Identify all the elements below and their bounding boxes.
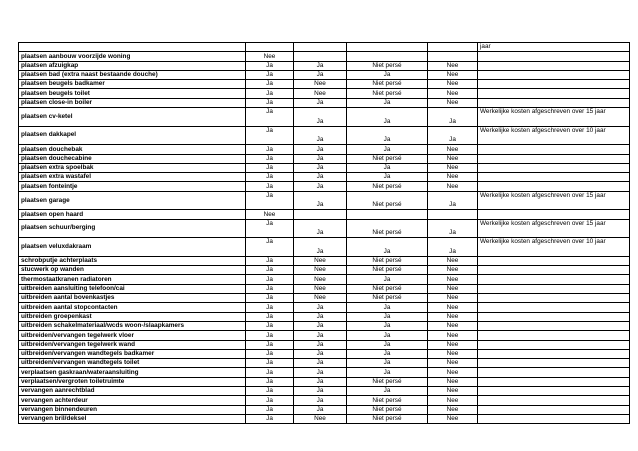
cell-col-1: Ja bbox=[246, 331, 294, 340]
cell-note bbox=[478, 405, 630, 414]
cell-col-4: Ja bbox=[428, 219, 478, 238]
cell-col-2: Ja bbox=[294, 108, 347, 127]
cell-col-3: Ja bbox=[347, 145, 428, 154]
cell-note bbox=[478, 312, 630, 321]
cell-col-1: Ja bbox=[246, 368, 294, 377]
cell-col-1: Ja bbox=[246, 414, 294, 423]
table-row bbox=[19, 386, 630, 395]
table-row bbox=[19, 126, 630, 145]
cell-note: Werkelijke kosten afgeschreven over 10 jaar bbox=[478, 238, 630, 257]
cell-col-3: Ja bbox=[347, 238, 428, 257]
cell-note bbox=[478, 145, 630, 154]
cell-col-2: Ja bbox=[294, 396, 347, 405]
table-row bbox=[19, 145, 630, 154]
cell-col-2: Ja bbox=[294, 321, 347, 330]
cell-col-4 bbox=[428, 52, 478, 61]
row-label: uitbreiden schakelmateriaal/wcds woon-/slaapkamers bbox=[19, 321, 246, 330]
table-row bbox=[19, 414, 630, 423]
cell-col-3: Ja bbox=[347, 275, 428, 284]
cell-col-3: Ja bbox=[347, 108, 428, 127]
cell-col-1: Nee bbox=[246, 210, 294, 219]
table-row bbox=[19, 303, 630, 312]
cell-col-4: Nee bbox=[428, 266, 478, 275]
cell-col-4: Ja bbox=[428, 126, 478, 145]
header-cell bbox=[294, 43, 347, 52]
cell-col-2: Nee bbox=[294, 275, 347, 284]
cell-col-2: Nee bbox=[294, 414, 347, 423]
cell-note bbox=[478, 275, 630, 284]
row-label: plaatsen veluxdakraam bbox=[19, 238, 246, 257]
cell-col-3: Niet persé bbox=[347, 89, 428, 98]
cell-note bbox=[478, 377, 630, 386]
cell-col-1: Ja bbox=[246, 377, 294, 386]
row-label: uitbreiden aantal stopcontacten bbox=[19, 303, 246, 312]
cell-col-4: Nee bbox=[428, 349, 478, 358]
cell-col-3: Ja bbox=[347, 312, 428, 321]
row-label: plaatsen douchecabine bbox=[19, 154, 246, 163]
table-row bbox=[19, 108, 630, 127]
cell-col-3: Niet persé bbox=[347, 61, 428, 70]
cell-col-1: Ja bbox=[246, 191, 294, 210]
row-label: vervangen achterdeur bbox=[19, 396, 246, 405]
table-row bbox=[19, 359, 630, 368]
cell-note bbox=[478, 173, 630, 182]
cell-col-3: Niet persé bbox=[347, 219, 428, 238]
table-row bbox=[19, 238, 630, 257]
cell-col-2: Ja bbox=[294, 386, 347, 395]
cell-col-3: Ja bbox=[347, 359, 428, 368]
cell-col-4: Nee bbox=[428, 321, 478, 330]
cell-col-2: Ja bbox=[294, 126, 347, 145]
cell-col-4: Nee bbox=[428, 173, 478, 182]
cell-note bbox=[478, 210, 630, 219]
cell-col-3: Niet persé bbox=[347, 396, 428, 405]
cell-note bbox=[478, 80, 630, 89]
table-row bbox=[19, 256, 630, 265]
cell-col-1: Ja bbox=[246, 145, 294, 154]
cell-col-4: Nee bbox=[428, 294, 478, 303]
row-label: uitbreiden aantal bovenkastjes bbox=[19, 294, 246, 303]
table-row bbox=[19, 52, 630, 61]
cell-col-1: Ja bbox=[246, 61, 294, 70]
cell-col-4: Nee bbox=[428, 163, 478, 172]
cell-col-3: Niet persé bbox=[347, 80, 428, 89]
cell-col-4: Nee bbox=[428, 70, 478, 79]
header-cell bbox=[428, 43, 478, 52]
cell-col-1: Ja bbox=[246, 340, 294, 349]
cell-col-1: Ja bbox=[246, 294, 294, 303]
table-row bbox=[19, 163, 630, 172]
cell-col-2: Ja bbox=[294, 219, 347, 238]
row-label: plaatsen close-in boiler bbox=[19, 98, 246, 107]
cell-col-3: Ja bbox=[347, 163, 428, 172]
row-label: uitbreiden/vervangen wandtegels badkamer bbox=[19, 349, 246, 358]
table-body bbox=[19, 43, 630, 424]
cell-col-2 bbox=[294, 52, 347, 61]
cell-col-1: Ja bbox=[246, 396, 294, 405]
row-label: uitbreiden groepenkast bbox=[19, 312, 246, 321]
row-label: vervangen bril/deksel bbox=[19, 414, 246, 423]
row-label: vervangen binnendeuren bbox=[19, 405, 246, 414]
cell-col-3: Niet persé bbox=[347, 284, 428, 293]
row-label: plaatsen beugels toilet bbox=[19, 89, 246, 98]
cell-note bbox=[478, 340, 630, 349]
cell-col-1: Ja bbox=[246, 182, 294, 191]
header-row bbox=[19, 43, 630, 52]
table-row bbox=[19, 182, 630, 191]
cell-col-1: Nee bbox=[246, 52, 294, 61]
cell-col-3: Niet persé bbox=[347, 256, 428, 265]
cell-col-3: Ja bbox=[347, 368, 428, 377]
cell-col-1: Ja bbox=[246, 98, 294, 107]
row-label: uitbreiden/vervangen tegelwerk vloer bbox=[19, 331, 246, 340]
table-row bbox=[19, 98, 630, 107]
cell-col-4: Nee bbox=[428, 331, 478, 340]
cell-col-1: Ja bbox=[246, 359, 294, 368]
cell-col-2: Ja bbox=[294, 61, 347, 70]
cell-note bbox=[478, 294, 630, 303]
cell-col-3: Niet persé bbox=[347, 414, 428, 423]
cell-col-4: Nee bbox=[428, 377, 478, 386]
cell-col-4: Nee bbox=[428, 80, 478, 89]
cell-col-4: Nee bbox=[428, 386, 478, 395]
table-row bbox=[19, 284, 630, 293]
table-row bbox=[19, 331, 630, 340]
cell-col-1: Ja bbox=[246, 70, 294, 79]
cell-note bbox=[478, 368, 630, 377]
cell-note bbox=[478, 61, 630, 70]
cell-col-4: Nee bbox=[428, 256, 478, 265]
cell-note bbox=[478, 284, 630, 293]
cell-col-1: Ja bbox=[246, 108, 294, 127]
table-row bbox=[19, 89, 630, 98]
cell-col-3: Niet persé bbox=[347, 405, 428, 414]
cell-col-4: Nee bbox=[428, 154, 478, 163]
cell-col-2: Ja bbox=[294, 359, 347, 368]
cell-col-2: Nee bbox=[294, 294, 347, 303]
cell-col-1: Ja bbox=[246, 238, 294, 257]
cell-col-1: Ja bbox=[246, 405, 294, 414]
cell-col-4: Nee bbox=[428, 414, 478, 423]
header-cell bbox=[347, 43, 428, 52]
cell-col-2: Nee bbox=[294, 89, 347, 98]
cell-note bbox=[478, 386, 630, 395]
cell-col-1: Ja bbox=[246, 173, 294, 182]
cell-col-4: Ja bbox=[428, 238, 478, 257]
cell-col-3: Niet persé bbox=[347, 154, 428, 163]
cell-col-3: Niet persé bbox=[347, 294, 428, 303]
table-row bbox=[19, 405, 630, 414]
cell-col-2: Ja bbox=[294, 405, 347, 414]
cell-note bbox=[478, 52, 630, 61]
cell-col-4: Nee bbox=[428, 312, 478, 321]
cell-note bbox=[478, 349, 630, 358]
cell-col-2: Ja bbox=[294, 145, 347, 154]
cell-col-2: Ja bbox=[294, 191, 347, 210]
table-row bbox=[19, 80, 630, 89]
cell-col-2: Nee bbox=[294, 256, 347, 265]
cell-col-4: Nee bbox=[428, 368, 478, 377]
cell-col-1: Ja bbox=[246, 303, 294, 312]
header-cell bbox=[246, 43, 294, 52]
cell-col-1: Ja bbox=[246, 154, 294, 163]
cell-note bbox=[478, 163, 630, 172]
cell-col-1: Ja bbox=[246, 349, 294, 358]
cell-col-4: Nee bbox=[428, 89, 478, 98]
row-label: uitbreiden/vervangen wandtegels toilet bbox=[19, 359, 246, 368]
cell-col-1: Ja bbox=[246, 163, 294, 172]
table-row bbox=[19, 266, 630, 275]
cell-col-3: Ja bbox=[347, 98, 428, 107]
cell-col-2: Ja bbox=[294, 182, 347, 191]
cell-col-1: Ja bbox=[246, 284, 294, 293]
cell-note bbox=[478, 303, 630, 312]
cell-col-2: Ja bbox=[294, 163, 347, 172]
table-row bbox=[19, 349, 630, 358]
table-row bbox=[19, 396, 630, 405]
cell-col-3: Ja bbox=[347, 70, 428, 79]
cell-col-3: Ja bbox=[347, 340, 428, 349]
cell-col-3: Niet persé bbox=[347, 377, 428, 386]
row-label: verplaatsen/vergroten toiletruimte bbox=[19, 377, 246, 386]
cell-col-1: Ja bbox=[246, 80, 294, 89]
cell-note bbox=[478, 98, 630, 107]
table-row bbox=[19, 191, 630, 210]
cell-col-4: Nee bbox=[428, 275, 478, 284]
table-row bbox=[19, 154, 630, 163]
cell-col-4: Nee bbox=[428, 303, 478, 312]
row-label: schrobputje achterplaats bbox=[19, 256, 246, 265]
row-label: plaatsen fonteintje bbox=[19, 182, 246, 191]
row-label: plaatsen open haard bbox=[19, 210, 246, 219]
cell-col-3 bbox=[347, 210, 428, 219]
cell-col-1: Ja bbox=[246, 386, 294, 395]
cell-col-2: Nee bbox=[294, 80, 347, 89]
cell-col-2: Ja bbox=[294, 349, 347, 358]
row-label: plaatsen bad (extra naast bestaande douche) bbox=[19, 70, 246, 79]
row-label: plaatsen beugels badkamer bbox=[19, 80, 246, 89]
cell-col-3: Niet persé bbox=[347, 191, 428, 210]
renovation-table bbox=[18, 42, 630, 424]
cell-note bbox=[478, 321, 630, 330]
cell-note bbox=[478, 266, 630, 275]
cell-col-2: Nee bbox=[294, 266, 347, 275]
table-row bbox=[19, 340, 630, 349]
header-cell bbox=[19, 43, 246, 52]
cell-col-4: Nee bbox=[428, 396, 478, 405]
cell-col-1: Ja bbox=[246, 126, 294, 145]
cell-note: Werkelijke kosten afgeschreven over 15 jaar bbox=[478, 219, 630, 238]
table-row bbox=[19, 173, 630, 182]
cell-col-2: Ja bbox=[294, 303, 347, 312]
row-label: plaatsen extra spoelbak bbox=[19, 163, 246, 172]
cell-note bbox=[478, 331, 630, 340]
table-row bbox=[19, 368, 630, 377]
cell-note bbox=[478, 359, 630, 368]
cell-col-2: Nee bbox=[294, 284, 347, 293]
cell-col-1: Ja bbox=[246, 312, 294, 321]
cell-note bbox=[478, 256, 630, 265]
cell-col-2: Ja bbox=[294, 312, 347, 321]
cell-col-2: Ja bbox=[294, 238, 347, 257]
row-label: stucwerk op wanden bbox=[19, 266, 246, 275]
cell-col-3: Niet persé bbox=[347, 182, 428, 191]
cell-col-3: Ja bbox=[347, 386, 428, 395]
cell-note bbox=[478, 414, 630, 423]
cell-col-2: Ja bbox=[294, 340, 347, 349]
cell-note bbox=[478, 154, 630, 163]
cell-col-4: Ja bbox=[428, 191, 478, 210]
cell-col-1: Ja bbox=[246, 266, 294, 275]
cell-col-2: Ja bbox=[294, 98, 347, 107]
cell-col-4: Nee bbox=[428, 182, 478, 191]
cell-col-2 bbox=[294, 210, 347, 219]
row-label: verplaatsen gaskraan/wateraansluiting bbox=[19, 368, 246, 377]
cell-col-3: Ja bbox=[347, 321, 428, 330]
cell-col-3: Ja bbox=[347, 173, 428, 182]
row-label: vervangen aanrechtblad bbox=[19, 386, 246, 395]
row-label: plaatsen afzuigkap bbox=[19, 61, 246, 70]
cell-col-3: Ja bbox=[347, 331, 428, 340]
cell-col-1: Ja bbox=[246, 275, 294, 284]
cell-note bbox=[478, 89, 630, 98]
cell-note: Werkelijke kosten afgeschreven over 15 jaar bbox=[478, 108, 630, 127]
cell-col-1: Ja bbox=[246, 89, 294, 98]
cell-col-3: Ja bbox=[347, 303, 428, 312]
cell-col-3: Ja bbox=[347, 349, 428, 358]
table-row bbox=[19, 70, 630, 79]
cell-col-2: Ja bbox=[294, 70, 347, 79]
cell-col-2: Ja bbox=[294, 368, 347, 377]
table-row bbox=[19, 312, 630, 321]
table-row bbox=[19, 377, 630, 386]
table-row bbox=[19, 219, 630, 238]
row-label: plaatsen garage bbox=[19, 191, 246, 210]
cell-col-4: Ja bbox=[428, 108, 478, 127]
cell-col-1: Ja bbox=[246, 321, 294, 330]
cell-col-2: Ja bbox=[294, 173, 347, 182]
cell-col-4: Nee bbox=[428, 340, 478, 349]
row-label: plaatsen dakkapel bbox=[19, 126, 246, 145]
cell-col-2: Ja bbox=[294, 331, 347, 340]
row-label: uitbreiden/vervangen tegelwerk wand bbox=[19, 340, 246, 349]
cell-col-4: Nee bbox=[428, 405, 478, 414]
cell-col-3: Niet persé bbox=[347, 266, 428, 275]
cell-col-4: Nee bbox=[428, 145, 478, 154]
cell-col-3: Ja bbox=[347, 126, 428, 145]
cell-col-3 bbox=[347, 52, 428, 61]
table-row bbox=[19, 321, 630, 330]
cell-note bbox=[478, 396, 630, 405]
row-label: uitbreiden aansluiting telefoon/cai bbox=[19, 284, 246, 293]
cell-col-4: Nee bbox=[428, 359, 478, 368]
cell-note: Werkelijke kosten afgeschreven over 10 jaar bbox=[478, 126, 630, 145]
row-label: plaatsen extra wastafel bbox=[19, 173, 246, 182]
cell-col-2: Ja bbox=[294, 154, 347, 163]
table-row bbox=[19, 61, 630, 70]
row-label: plaatsen cv-ketel bbox=[19, 108, 246, 127]
table-row bbox=[19, 210, 630, 219]
cell-col-4: Nee bbox=[428, 98, 478, 107]
cell-col-4 bbox=[428, 210, 478, 219]
cell-col-1: Ja bbox=[246, 256, 294, 265]
cell-note bbox=[478, 182, 630, 191]
row-label: plaatsen schuur/berging bbox=[19, 219, 246, 238]
header-note-cell: jaar bbox=[478, 43, 630, 52]
cell-col-1: Ja bbox=[246, 219, 294, 238]
cell-col-4: Nee bbox=[428, 284, 478, 293]
cell-note: Werkelijke kosten afgeschreven over 15 jaar bbox=[478, 191, 630, 210]
cell-col-2: Ja bbox=[294, 377, 347, 386]
cell-note bbox=[478, 70, 630, 79]
row-label: thermostaatkranen radiatoren bbox=[19, 275, 246, 284]
table-row bbox=[19, 294, 630, 303]
table-row bbox=[19, 275, 630, 284]
row-label: plaatsen aanbouw voorzijde woning bbox=[19, 52, 246, 61]
row-label: plaatsen douchebak bbox=[19, 145, 246, 154]
cell-col-4: Nee bbox=[428, 61, 478, 70]
